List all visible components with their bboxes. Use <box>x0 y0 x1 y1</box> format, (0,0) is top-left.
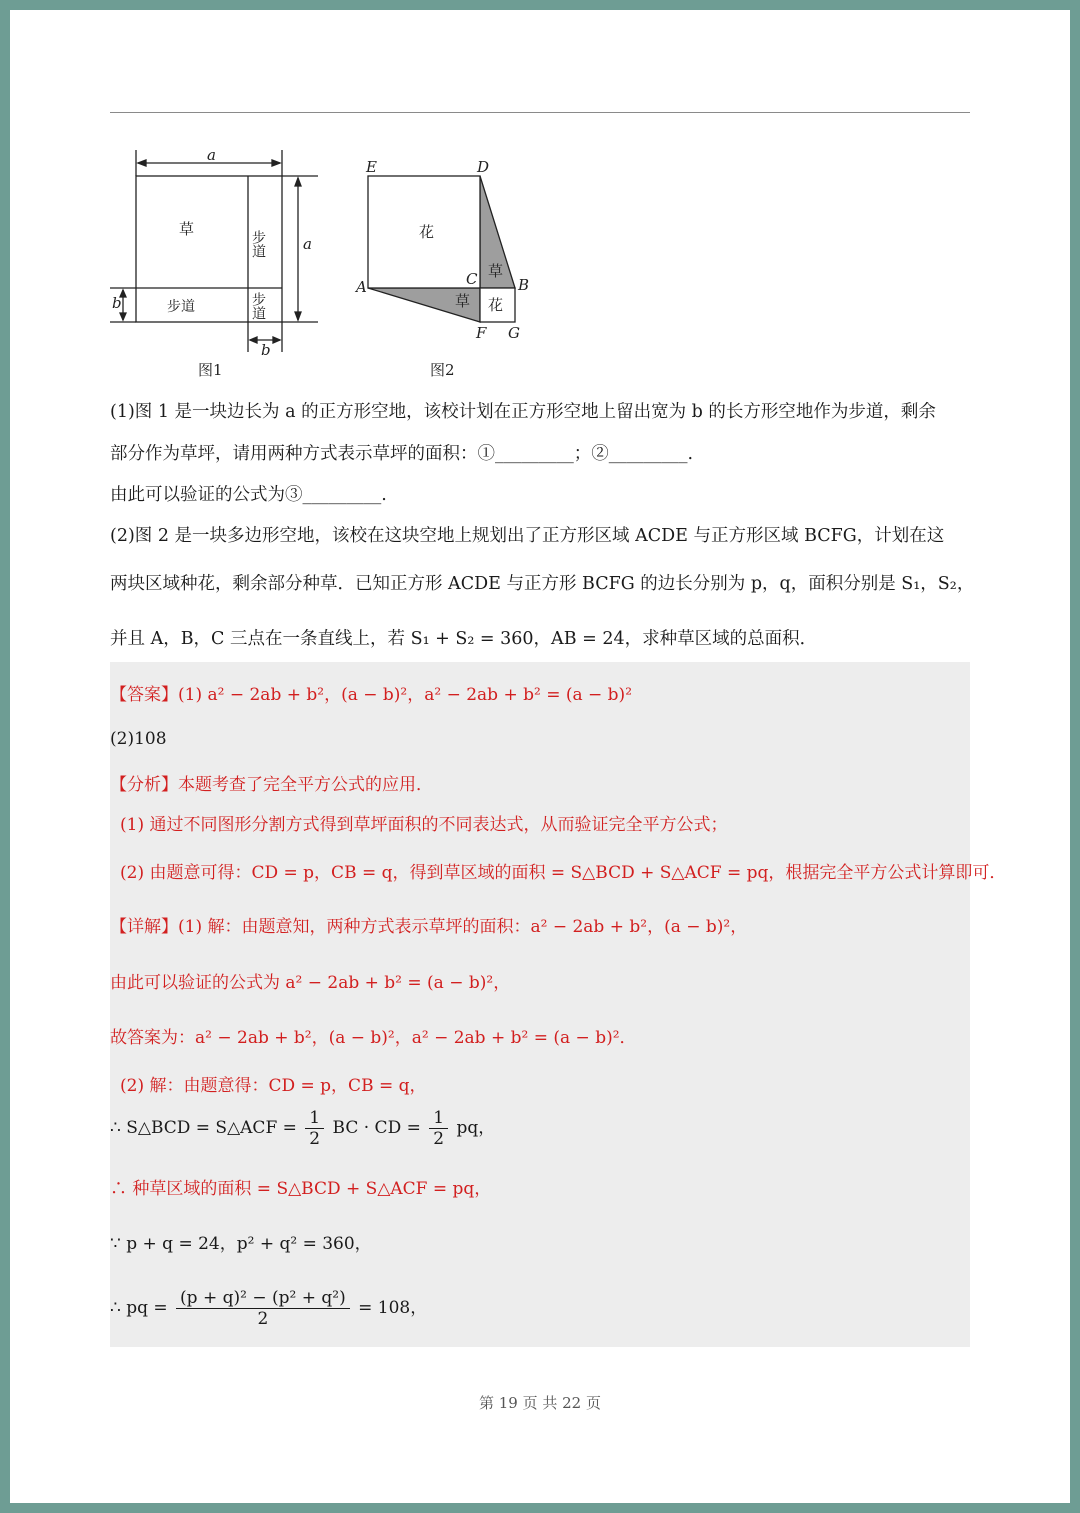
detail-5-rhs: pq， <box>456 1118 496 1138</box>
detail-4: (2) 解：由题意得：CD = p，CB = q， <box>120 1076 427 1096</box>
question-p1-line3: 由此可以验证的公式为③_________. <box>110 485 387 505</box>
answer-line-1 <box>110 680 632 705</box>
detail-8 <box>110 1288 427 1329</box>
fig2-label-A: A <box>356 278 367 296</box>
fig2-grass-lower: 草 <box>455 292 471 310</box>
analysis-1: (1) 通过不同图形分割方式得到草坪面积的不同表达式，从而验证完全平方公式； <box>120 815 728 835</box>
fig1-caption: 图1 <box>198 361 223 379</box>
answer-part1: (1) a² − 2ab + b²，(a − b)²，a² − 2ab + b² = (a − b)² <box>178 685 633 705</box>
fig1-walk-right: 步道 <box>250 230 266 258</box>
fig2-flower-small: 花 <box>488 296 504 314</box>
detail-5-num: 1 <box>305 1108 324 1129</box>
question-p2-line1: (2)图 2 是一块多边形空地，该校在这块空地上规划出了正方形区域 ACDE 与正方形区域 BCFG，计划在这 <box>110 526 945 546</box>
fig2-label-G: G <box>508 324 520 342</box>
fig2-grass-upper: 草 <box>488 262 504 280</box>
detail-5-den-2: 2 <box>433 1129 445 1149</box>
analysis-text: 本题考查了完全平方公式的应用． <box>178 775 433 795</box>
fig2-label-D: D <box>477 158 490 176</box>
detail-5-fraction <box>305 1108 324 1149</box>
detail-5-fraction-2 <box>429 1108 448 1149</box>
question-p2-line2: 两块区域种花，剩余部分种草．已知正方形 ACDE 与正方形 BCFG 的边长分别为 p，q，面积分别是 S₁，S₂， <box>110 574 975 594</box>
fig1-label-a-right: a <box>303 235 312 253</box>
detail-1: (1) 解：由题意知，两种方式表示草坪的面积：a² − 2ab + b²，(a − b)²， <box>178 917 748 937</box>
figures <box>0 0 1080 400</box>
answer-tag: 【答案】 <box>110 685 178 705</box>
fig1-grass: 草 <box>179 220 195 238</box>
detail-5-lhs: ∴ S△BCD = S△ACF = <box>110 1118 297 1138</box>
fig1-label-b-left: b <box>112 294 122 312</box>
detail-8-rhs: = 108， <box>358 1298 428 1318</box>
detail-5-num-2: 1 <box>429 1108 448 1129</box>
detail-2: 由此可以验证的公式为 a² − 2ab + b² = (a − b)²， <box>110 973 511 993</box>
fig2-label-E: E <box>366 158 377 176</box>
figure-1 <box>110 150 318 352</box>
analysis-2: (2) 由题意可得：CD = p，CB = q，得到草区域的面积 = S△BCD + S△ACF = pq，根据完全平方公式计算即可． <box>120 863 1007 883</box>
detail-7: ∵ p + q = 24，p² + q² = 360， <box>110 1234 372 1254</box>
analysis-tag: 【分析】 <box>110 775 178 795</box>
fig1-label-b-bottom: b <box>261 341 271 359</box>
fig2-label-F: F <box>476 324 487 342</box>
detail-5 <box>110 1108 495 1149</box>
detail-6: ∴ 种草区域的面积 = S△BCD + S△ACF = pq， <box>110 1179 492 1199</box>
fig1-walk-bottom: 步道 <box>167 299 195 315</box>
question-p1-line1: (1)图 1 是一块边长为 a 的正方形空地，该校计划在正方形空地上留出宽为 b 的长方形空地作为步道，剩余 <box>110 402 936 422</box>
fig1-walk-corner: 步道 <box>250 292 266 320</box>
detail-8-den: 2 <box>257 1309 269 1329</box>
detail-line-1 <box>110 912 747 937</box>
detail-5-den: 2 <box>309 1129 321 1149</box>
answer-part2: (2)108 <box>110 729 167 749</box>
detail-5-mid: BC · CD = <box>332 1118 421 1138</box>
detail-3: 故答案为：a² − 2ab + b²，(a − b)²，a² − 2ab + b² = (a − b)²． <box>110 1028 637 1048</box>
fig2-label-B: B <box>518 276 530 294</box>
detail-8-lhs: ∴ pq = <box>110 1298 168 1318</box>
fig1-label-a-top: a <box>207 146 216 164</box>
question-p2-line3: 并且 A，B，C 三点在一条直线上，若 S₁ + S₂ = 360，AB = 24，求种草区域的总面积． <box>110 629 818 649</box>
fig2-flower-big: 花 <box>419 223 435 241</box>
detail-8-fraction <box>176 1288 350 1329</box>
fig2-label-C: C <box>466 270 478 288</box>
question-p1-line2: 部分作为草坪，请用两种方式表示草坪的面积：①_________；②_________. <box>110 444 694 464</box>
fig2-caption: 图2 <box>430 361 455 379</box>
detail-8-num: (p + q)² − (p² + q²) <box>176 1288 350 1309</box>
page-footer: 第 19 页 共 22 页 <box>478 1394 601 1412</box>
analysis-line <box>110 770 433 795</box>
detail-tag: 【详解】 <box>110 917 178 937</box>
